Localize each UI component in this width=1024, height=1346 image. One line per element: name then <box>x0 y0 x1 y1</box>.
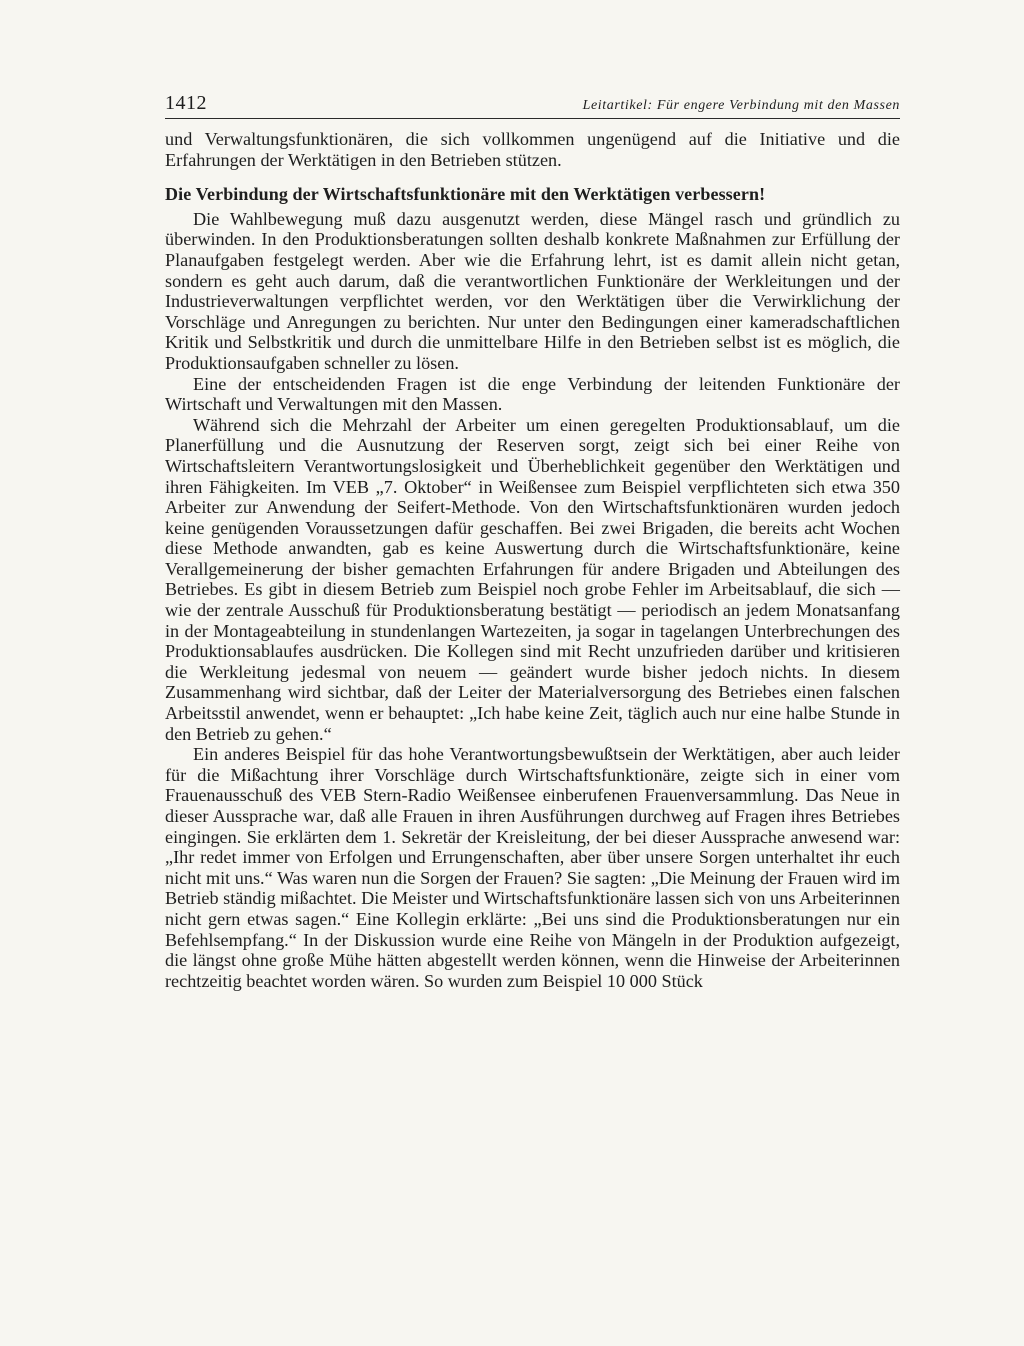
article-body <box>165 129 900 991</box>
running-title: Leitartikel: Für engere Verbindung mit den Massen <box>582 98 900 113</box>
page-number: 1412 <box>165 92 207 114</box>
paragraph: Ein anderes Beispiel für das hohe Verantwortungsbewußtsein der Werktätigen, aber auch leider für die Mißachtung ihrer Vorschläge durch Wirtschaftsfunktionäre, zeigte sich in einer vom Frauenausschuß des VEB Stern-Radio Weißensee einberufenen Frauenversammlung. Das Neue in dieser Aussprache war, daß alle Frauen in ihren Ausführungen durchweg auf Fragen ihres Betriebes eingingen. Sie erklärten dem 1. Sekretär der Kreisleitung, der bei dieser Aussprache anwesend war: „Ihr redet immer von Erfolgen und Errungenschaften, aber über unsere Sorgen unterhaltet ihr euch nicht mit uns.“ Was waren nun die Sorgen der Frauen? Sie sagten: „Die Meinung der Frauen wird im Betrieb ständig mißachtet. Die Meister und Wirtschaftsfunktionäre lassen sich von uns Arbeiterinnen nicht gern etwas sagen.“ Eine Kollegin erklärte: „Bei uns sind die Produktionsberatungen nur ein Befehlsempfang.“ In der Diskussion wurde eine Reihe von Mängeln in der Produktion aufgezeigt, die längst ohne große Mühe hätten abgestellt werden können, wenn die Hinweise der Arbeiterinnen rechtzeitig beachtet worden wären. So wurden zum Beispiel 10 000 Stück <box>165 744 900 991</box>
running-header <box>165 92 900 119</box>
section-heading: Die Verbindung der Wirtschaftsfunktionäre mit den Werktätigen verbessern! <box>165 184 766 205</box>
paragraph: Während sich die Mehrzahl der Arbeiter um einen geregelten Produktionsablauf, um die Planerfüllung und die Ausnutzung der Reserven sorgt, zeigt sich bei einer Reihe von Wirtschaftsleitern Verantwortungslosigkeit und Überheblichkeit gegenüber den Werktätigen und ihren Fähigkeiten. Im VEB „7. Oktober“ in Weißensee zum Beispiel verpflichteten sich etwa 350 Arbeiter zur Anwendung der Seifert-Methode. Von den Wirtschaftsfunktionären wurden jedoch keine genügenden Voraussetzungen dafür geschaffen. Bei zwei Brigaden, die bereits acht Wochen diese Methode anwandten, gab es keine Auswertung durch die Wirtschaftsfunktionäre, keine Verallgemeinerung der bisher gemachten Erfahrungen für andere Brigaden und Abteilungen des Betriebes. Es gibt in diesem Betrieb zum Beispiel noch grobe Fehler im Arbeitsablauf, die sich — wie der zentrale Ausschuß für Produktionsberatung bestätigt — periodisch an jedem Monatsanfang in der Montageabteilung in stundenlangen Wartezeiten, ja sogar in tagelangen Unterbrechungen des Produktionsablaufes ausdrücken. Die Kollegen sind mit Recht unzufrieden darüber und kritisieren die Werkleitung jedesmal von neuem — geändert wurde bisher jedoch nichts. In diesem Zusammenhang wird sichtbar, daß der Leiter der Materialversorgung des Betriebes einen falschen Arbeitsstil anwendet, wenn er behauptet: „Ich habe keine Zeit, täglich auch nur eine halbe Stunde in den Betrieb zu gehen.“ <box>165 414 900 744</box>
paragraph-continuation: und Verwaltungsfunktionären, die sich vollkommen ungenügend auf die Initiative und die Erfahrungen der Werktätigen in den Betrieben stützen. <box>165 129 900 170</box>
document-page <box>165 92 900 991</box>
paragraph: Die Wahlbewegung muß dazu ausgenutzt werden, diese Mängel rasch und gründlich zu überwinden. In den Produktionsberatungen sollten deshalb konkrete Maßnahmen zur Erfüllung der Planaufgaben festgelegt werden. Aber wie die Erfahrung lehrt, ist es damit allein nicht getan, sondern es geht auch darum, daß die verantwortlichen Funktionäre der Werkleitungen und der Industrieverwaltungen verpflichtet werden, vor den Werktätigen über die Verwirklichung der Vorschläge und Anregungen zu berichten. Nur unter den Bedingungen einer kameradschaftlichen Kritik und Selbstkritik und durch die unmittelbare Hilfe in den Betrieben selbst ist es möglich, die Produktionsaufgaben schneller zu lösen. <box>165 208 900 373</box>
paragraph: Eine der entscheidenden Fragen ist die enge Verbindung der leitenden Funktionäre der Wirtschaft und Verwaltungen mit den Massen. <box>165 373 900 415</box>
